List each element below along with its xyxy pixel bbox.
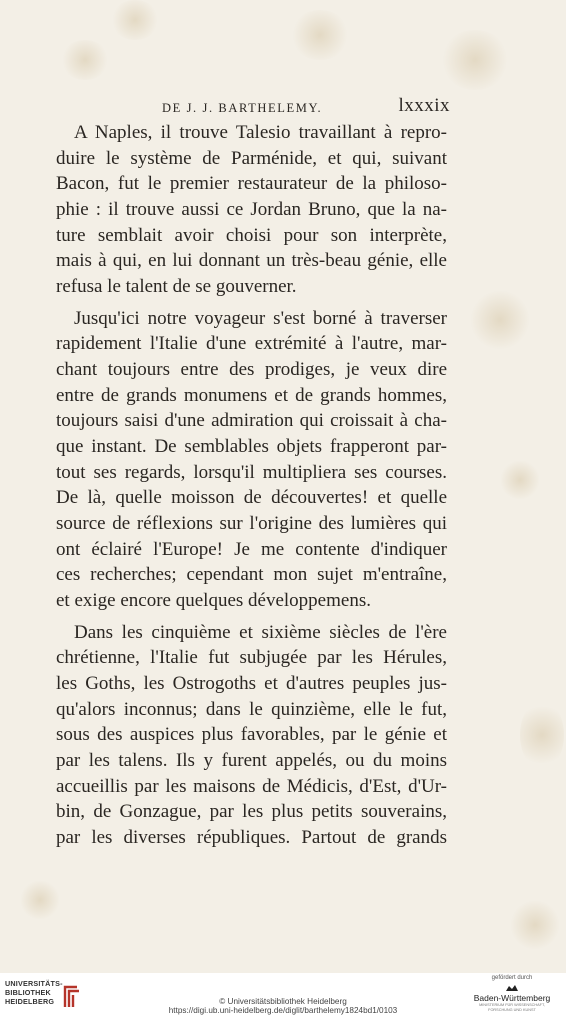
text-line: Bacon, fut le premier restaurateur de la philoso-	[56, 173, 447, 195]
funded-by-label: gefördert durch	[491, 975, 533, 981]
foxing-stain	[110, 0, 160, 40]
funder-ministry: MINISTERIUM FÜR WISSENSCHAFT, FORSCHUNG UND KUNST	[479, 1003, 545, 1012]
foxing-stain	[290, 10, 350, 60]
library-name-line: BIBLIOTHEK	[5, 988, 51, 997]
text-line: rapidement l'Italie d'une extrémité à l'autre, mar-	[56, 333, 447, 355]
text-line: sous des auspices plus favorables, par le génie et	[56, 724, 447, 746]
running-title: DE J. J. BARTHELEMY.	[162, 101, 323, 115]
text-line: ces recherches; cependant mon sujet m'entraîne,	[56, 564, 447, 586]
foxing-stain	[60, 40, 110, 80]
foxing-stain	[510, 900, 560, 950]
text-line: les Goths, les Ostrogoths et d'autres peuples jus-	[56, 673, 447, 695]
text-line: chrétienne, l'Italie fut subjugée par les Hérules,	[56, 647, 447, 669]
text-line: ont éclairé l'Europe! Je me contente d'indiquer	[56, 538, 447, 560]
text-line: refusa le talent de se gouverner.	[56, 276, 297, 298]
text-line: De là, quelle moisson de découvertes! et quelle	[56, 487, 447, 509]
text-line: ture semblait avoir choisi pour son interprète,	[56, 224, 447, 246]
funder-name: Baden-Württemberg	[473, 993, 551, 1003]
text-line: A Naples, il trouve Talesio travaillant à repro-	[74, 122, 447, 143]
text-line: bin, de Gonzague, par les plus petits souverains,	[56, 801, 447, 823]
text-line: qu'alors inconnus; dans le quinzième, elle le fut,	[56, 698, 447, 720]
copyright-notice: © Universitätsbibliothek Heidelberg	[219, 997, 347, 1006]
text-line: mais à qui, en lui donnant un très-beau génie, elle	[56, 250, 447, 272]
permalink[interactable]: https://digi.ub.uni-heidelberg.de/diglit/barthelemy1824bd1/0103	[168, 1006, 398, 1015]
text-line: toujours saisi d'une admiration qui croissait à cha-	[56, 410, 447, 432]
text-line: duire le système de Parménide, et qui, suivant	[56, 147, 447, 169]
foxing-stain	[20, 880, 60, 920]
foxing-stain	[470, 290, 530, 350]
text-line: et exige encore quelques développemens.	[56, 590, 371, 612]
text-line: tout ses regards, lorsqu'il multipliera ses courses.	[56, 461, 447, 483]
foxing-stain	[520, 700, 564, 770]
library-name-line: UNIVERSITÄTS-	[5, 979, 63, 988]
foxing-stain	[500, 460, 540, 500]
running-head	[60, 95, 450, 119]
page-number: lxxxix	[398, 95, 450, 116]
baden-wuerttemberg-lion-icon	[504, 983, 520, 993]
text-line: par les talens. Ils y furent appelés, ou du moins	[56, 750, 447, 772]
text-line: que instant. De semblables objets frapperont par-	[56, 436, 447, 458]
text-line: accueillis par les maisons de Médicis, d'Est, d'Ur-	[56, 775, 447, 797]
viewer-footer	[0, 973, 566, 1013]
body-text	[56, 120, 447, 851]
text-line: entre de grands monumens et de grands hommes,	[56, 384, 447, 406]
text-line: source de réflexions sur l'origine des lumières qui	[56, 513, 447, 535]
text-line: chant toujours entre des prodiges, je veux dire	[56, 359, 447, 381]
text-line: phie : il trouve aussi ce Jordan Bruno, que la na-	[56, 199, 447, 221]
foxing-stain	[440, 30, 510, 90]
text-line: Dans les cinquième et sixième siècles de l'ère	[74, 621, 447, 643]
funder-logo[interactable]	[472, 975, 552, 1011]
text-line: Jusqu'ici notre voyageur s'est borné à traverser	[74, 307, 447, 329]
library-name-line: HEIDELBERG	[5, 997, 55, 1006]
text-line: par les diverses républiques. Partout de grands	[56, 827, 447, 849]
